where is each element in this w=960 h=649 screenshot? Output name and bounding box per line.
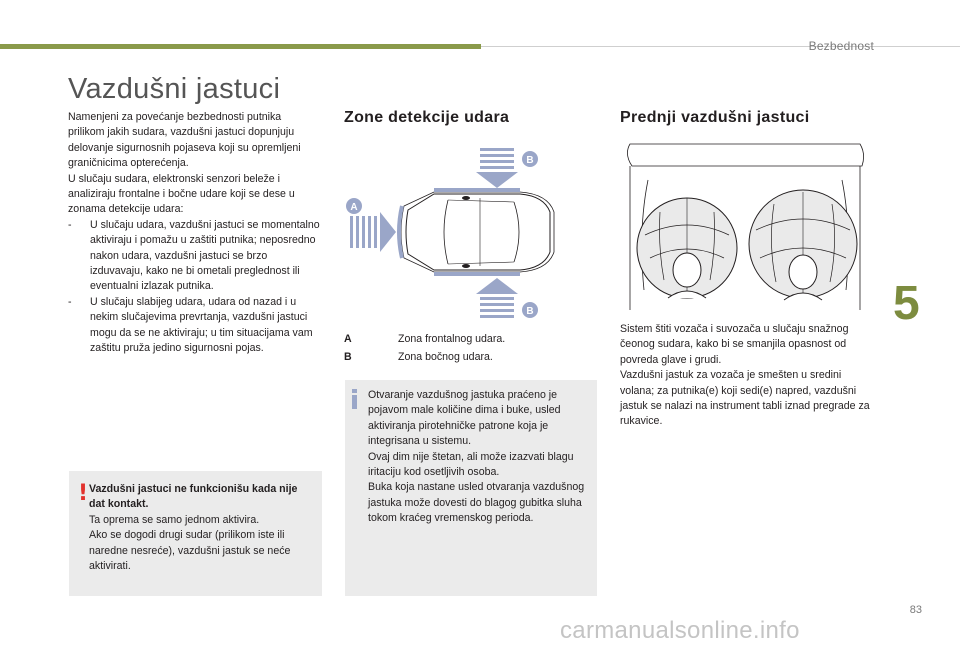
front-airbags-illustration <box>620 140 870 318</box>
info-paragraph: Ovaj dim nije štetan, ali može izazvati blagu iritaciju kod osetljivih osoba. <box>368 450 574 479</box>
side-impact-arrow-top <box>476 148 518 188</box>
zone-b-label-bottom: B <box>526 306 534 317</box>
list-item-text: U slučaju udara, vazdušni jastuci se momentalno aktiviraju i pomažu u zaštiti putnika; neposredno nakon udara, vazdušni jastuci se brzo izduvavaju, kako ne bi ometali preglednost ili eventualni izlazak putnika. <box>90 218 320 293</box>
front-airbag-text <box>620 322 870 430</box>
dash-marker: - <box>68 218 72 231</box>
warning-line: Ta oprema se samo jednom aktivira. <box>89 513 260 526</box>
warning-text <box>89 482 311 574</box>
front-airbag-heading: Prednji vazdušni jastuci <box>620 109 810 126</box>
side-impact-arrow-bottom <box>476 278 518 318</box>
front-airbag-paragraph: Vazdušni jastuk za vozača je smešten u sredini volana; za putnika(e) koji sedi(e) napred, vazdušni jastuk se nalazi na instrument tabli iznad pregrade za rukavice. <box>620 369 870 428</box>
chapter-number: 5 <box>893 277 920 330</box>
list-item-text: U slučaju slabijeg udara, udara od nazad i u nekim slučajevima prevrtanja, vazdušni jastuci mogu da se ne aktiviraju; u tim situacijama vam zaštitu pruža jedino sigurnosni pojas. <box>90 295 313 355</box>
passenger-airbag <box>749 190 857 300</box>
intro-text <box>68 110 320 357</box>
car-top-view <box>399 190 554 274</box>
warning-line: Ako se dogodi drugi sudar (prilikom iste ili naredne nesreće), vazdušni jastuk se neće aktivirati. <box>89 529 291 573</box>
warning-box <box>69 471 322 596</box>
info-icon <box>352 389 357 409</box>
zone-a-label: A <box>350 202 358 213</box>
intro-paragraph: U slučaju sudara, elektronski senzori beleže i analiziraju frontalne i bočne udare koji se dese u zonama detekcije udara: <box>68 172 295 216</box>
legend-text: Zona frontalnog udara. <box>398 333 506 345</box>
header-accent-bar <box>0 44 481 49</box>
legend-key: B <box>344 351 352 363</box>
legend-key: A <box>344 333 352 345</box>
page-title: Vazdušni jastuci <box>68 73 281 105</box>
warning-bold: Vazdušni jastuci ne funkcionišu kada nije dat kontakt. <box>89 483 298 511</box>
legend-row <box>344 330 505 348</box>
driver-airbag <box>637 198 737 298</box>
dash-marker: - <box>68 295 72 308</box>
zone-legend <box>344 330 505 366</box>
page-number: 83 <box>909 604 922 616</box>
info-paragraph: Otvaranje vazdušnog jastuka praćeno je pojavom male količine dima i buke, usled aktiviranja pirotehničke patrone koja je integrisana u sistemu. <box>368 389 561 448</box>
info-paragraph: Buka koja nastane usled otvaranja vazdušnog jastuka može dovesti do blagog gubitka sluha tokom kraćeg vremenskog perioda. <box>368 481 585 525</box>
intro-paragraph: Namenjeni za povećanje bezbednosti putnika prilikom jakih sudara, vazdušni jastuci dopunjuju delovanje sigurnosnih pojaseva koji su opremljeni graničnicima opterećenja. <box>68 111 301 170</box>
impact-zones-diagram <box>344 140 566 322</box>
watermark: carmanualsonline.info <box>560 617 800 644</box>
section-label: Bezbednost <box>808 39 874 53</box>
legend-text: Zona bočnog udara. <box>398 351 493 363</box>
header-rule <box>481 46 960 47</box>
zone-b-label-top: B <box>526 155 534 166</box>
legend-row <box>344 348 505 366</box>
info-box <box>345 380 597 596</box>
front-airbag-paragraph: Sistem štiti vozača i suvozača u slučaju snažnog čeonog sudara, kako bi se smanjila opasnost od povreda glave i grudi. <box>620 323 849 366</box>
list-item <box>68 218 320 295</box>
exclamation-icon: ! <box>78 481 89 506</box>
info-text <box>368 388 590 527</box>
zone-heading: Zone detekcije udara <box>344 109 510 126</box>
list-item <box>68 295 320 357</box>
front-impact-arrow <box>350 212 396 252</box>
